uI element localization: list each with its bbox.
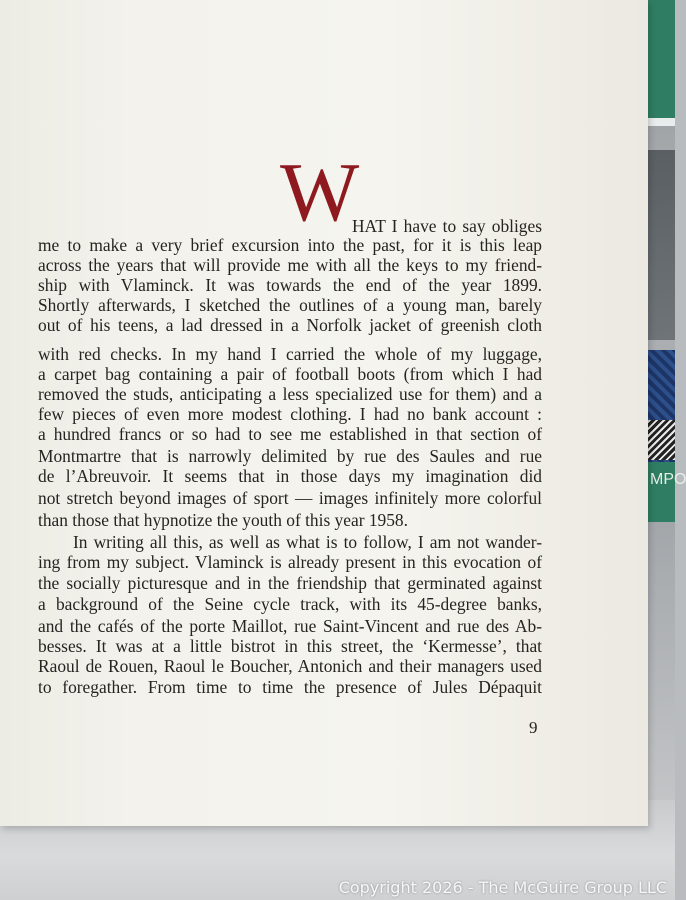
green-book-cover bbox=[646, 0, 675, 118]
text-line: a background of the Seine cycle track, with its 45-degree banks, bbox=[38, 594, 542, 614]
text-line: Montmartre that is narrowly delimited by rue des Saules and rue bbox=[38, 446, 542, 466]
book-band-text: MPO bbox=[648, 462, 675, 522]
text-line: and the cafés of the porte Maillot, rue Saint-Vincent and rue des Ab- bbox=[38, 616, 542, 636]
book-cover-pattern bbox=[648, 420, 675, 460]
text-line: to foregather. From time to time the presence of Jules Dépaquit bbox=[38, 677, 542, 697]
text-line: In writing all this, as well as what is to follow, I am not wander- bbox=[73, 532, 542, 552]
text-line: across the years that will provide me with all the keys to my friend- bbox=[38, 255, 542, 275]
text-line: ing from my subject. Vlaminck is already present in this evocation of bbox=[38, 552, 542, 572]
text-line: a hundred francs or so had to see me established in that section of bbox=[38, 424, 542, 444]
text-line: out of his teens, a lad dressed in a Norfolk jacket of greenish cloth bbox=[38, 315, 542, 335]
book-page-edge bbox=[646, 118, 675, 126]
text-line: besses. It was at a little bistrot in this street, the ‘Kermesse’, that bbox=[38, 636, 542, 656]
text-line: a carpet bag containing a pair of football boots (from which I had bbox=[38, 364, 542, 384]
text-line: few pieces of even more modest clothing. I had no bank account : bbox=[38, 404, 542, 424]
text-line: de l’Abreuvoir. It seems that in those days my imagination did bbox=[38, 466, 542, 486]
text-line: not stretch beyond images of sport — images infinitely more colorful bbox=[38, 488, 542, 508]
text-line: Shortly afterwards, I sketched the outlines of a young man, barely bbox=[38, 295, 542, 315]
text-line: removed the studs, anticipating a less specialized use for them) and a bbox=[38, 384, 542, 404]
text-line: with red checks. In my hand I carried the whole of my luggage, bbox=[38, 344, 542, 364]
copyright-watermark: Copyright 2026 - The McGuire Group LLC bbox=[338, 878, 667, 897]
book-spine bbox=[648, 150, 675, 340]
text-line: HAT I have to say obliges bbox=[352, 216, 542, 236]
page-number: 9 bbox=[529, 718, 538, 737]
text-line: Raoul de Rouen, Raoul le Boucher, Antonich and their managers used bbox=[38, 656, 542, 676]
text-line: me to make a very brief excursion into the past, for it is this leap bbox=[38, 235, 542, 255]
text-line: than those that hypnotize the youth of this year 1958. bbox=[38, 510, 408, 530]
drop-cap: W bbox=[280, 146, 356, 239]
text-line: the socially picturesque and in the friendship that germinated against bbox=[38, 573, 542, 593]
text-line: ship with Vlaminck. It was towards the end of the year 1899. bbox=[38, 275, 542, 295]
